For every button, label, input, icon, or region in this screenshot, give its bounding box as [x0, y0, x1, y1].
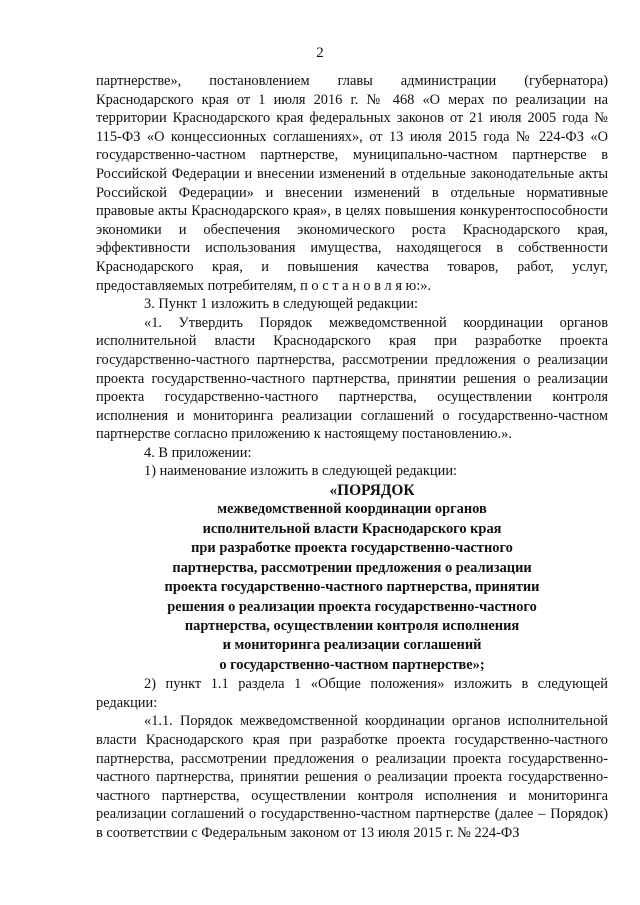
item-4-sub-1-paragraph: 1) наименование изложить в следующей редакции: — [144, 463, 458, 480]
order-title-line: о государственно-частном партнерстве»; — [219, 656, 485, 673]
order-title-line: межведомственной координации органов — [217, 501, 487, 518]
clause-1-1-paragraph: «1.1. Порядок межведомственной координации органов исполнительной власти Краснодарского края при разработке проекта государственно-частного партнерства, рассмотрении предложения о реализации проекта государственно-частного партнерства, принятии решения о реализации проекта государственно-частного партнерства, осуществлении контроля исполнения и мониторинга реализации соглашений о государственно-частном партнерстве (далее – Порядок) в соответствии с Федеральным законом от 13 июля 2015 г. № 224-ФЗ — [96, 713, 608, 841]
page-number: 2 — [316, 45, 324, 61]
order-title-line: решения о реализации проекта государственно-частного — [167, 598, 537, 615]
order-title-line: партнерства, рассмотрении предложения о реализации — [172, 559, 532, 576]
order-title-block — [96, 481, 608, 675]
item-4-paragraph: 4. В приложении: — [144, 444, 252, 461]
item-3-paragraph: 3. Пункт 1 изложить в следующей редакции: — [144, 296, 419, 313]
item-3-text-paragraph: «1. Утвердить Порядок межведомственной координации органов исполнительной власти Краснодарского края при разработке проекта государственно-частного партнерства, рассмотрении предложения о реализации проекта государственно-частного партнерства, принятии решения о реализации проекта государственно-частного партнерства, осуществлении контроля исполнения и мониторинга реализации соглашений о государственно-частном партнерстве согласно приложению к настоящему постановлению.». — [96, 314, 608, 443]
order-title-line: партнерства, осуществлении контроля исполнения — [184, 617, 520, 634]
item-4-sub-2-paragraph: 2) пункт 1.1 раздела 1 «Общие положения» изложить в следующей редакции: — [96, 676, 608, 711]
order-title-line: исполнительной власти Краснодарского края — [202, 520, 502, 537]
document-body — [96, 72, 608, 842]
order-title-line: при разработке проекта государственно-частного — [191, 540, 513, 557]
preamble-paragraph: партнерстве», постановлением главы администрации (губернатора) Краснодарского края от 1 июля 2016 г. № 468 «О мерах по реализации на территории Краснодарского края федеральных законов от 21 июля 2005 года № 115-ФЗ «О концессионных соглашениях», от 13 июля 2015 года № 224-ФЗ «О государственно-частном партнерстве, муниципально-частном партнерстве в Российской Федерации и внесении изменений в отдельные законодательные акты Российской Федерации» и внесении изменений в отдельные нормативные правовые акты Краснодарского края», в целях повышения конкурентоспособности экономики и обеспечения экономического роста Краснодарского края, эффективности использования имущества, находящегося в собственности Краснодарского края, и повышения качества товаров, работ, услуг, предоставляемых потребителям, п о с т а н о в л я ю:». — [96, 73, 608, 294]
order-title-heading: «ПОРЯДОК — [329, 482, 415, 500]
order-title-line: проекта государственно-частного партнерства, принятии — [164, 579, 540, 596]
order-title-line: и мониторинга реализации соглашений — [222, 637, 482, 654]
